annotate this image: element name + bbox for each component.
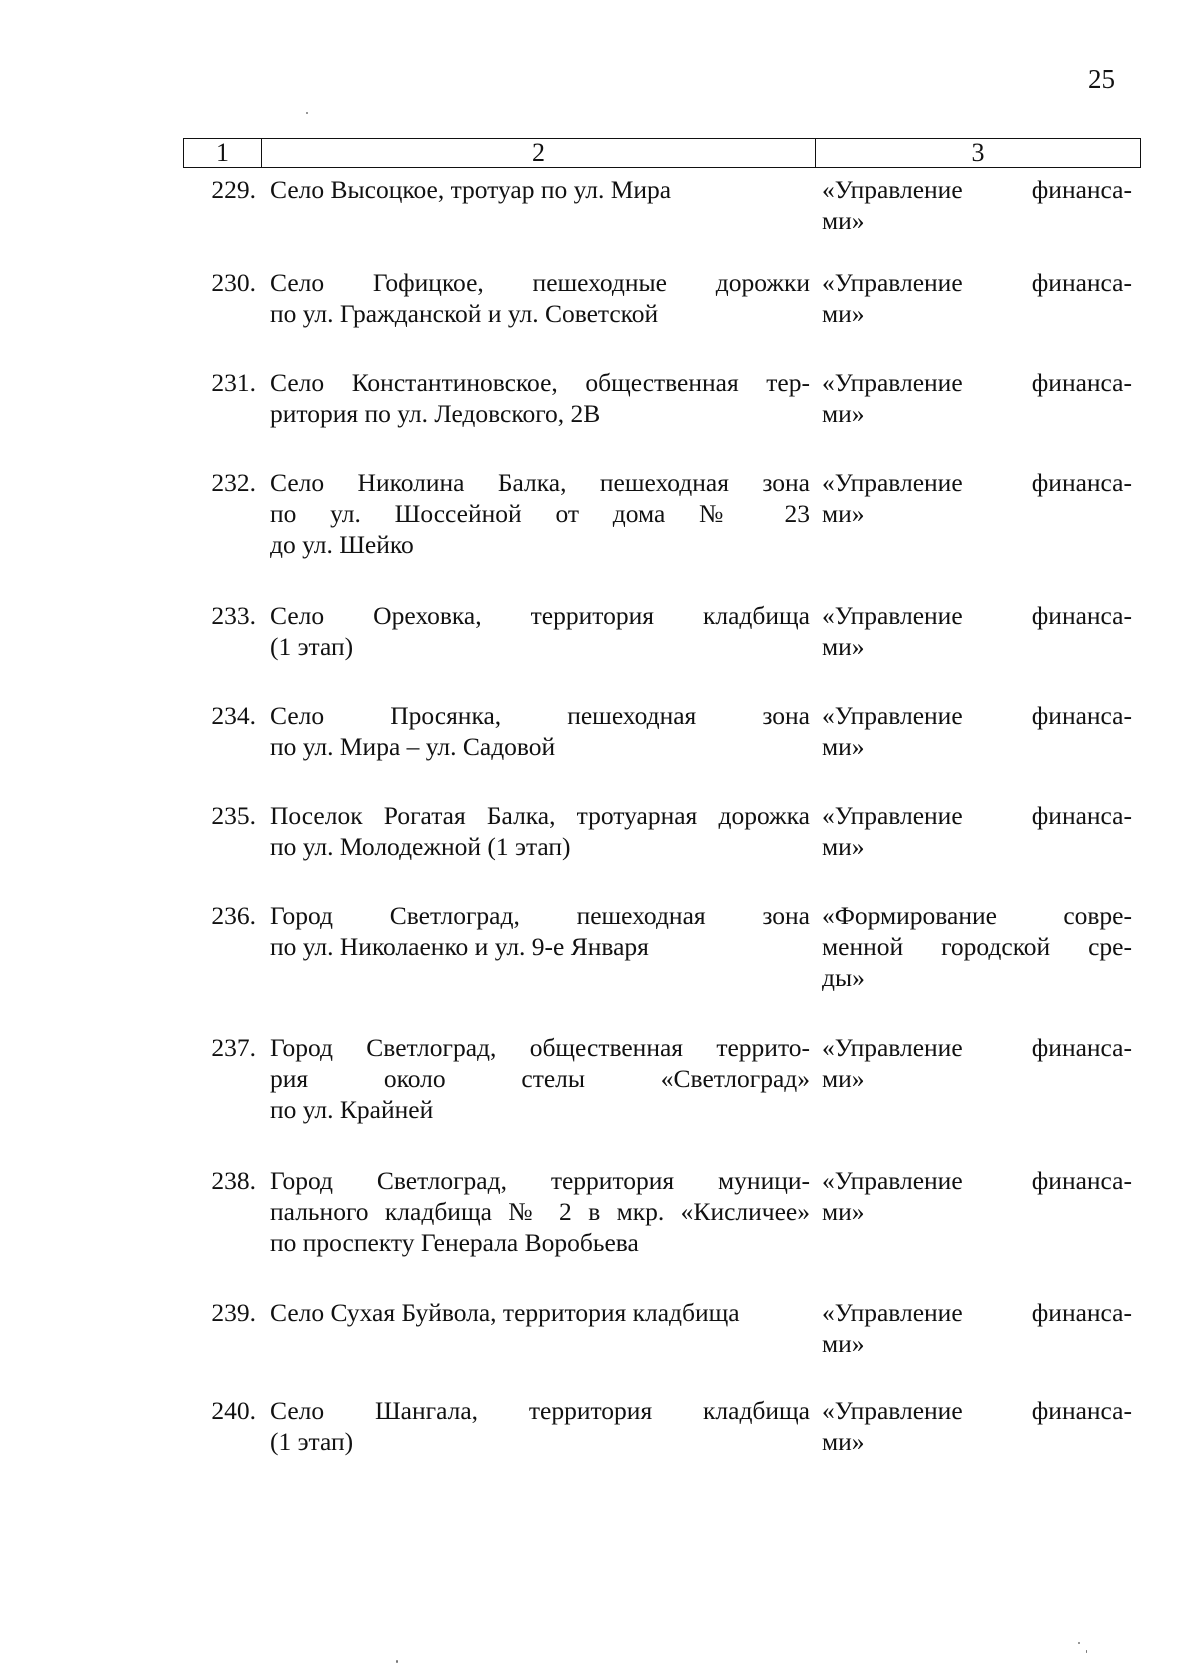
row-object-name <box>270 1297 810 1328</box>
row-program <box>822 600 1132 662</box>
row-object-name-line: Село Сухая Буйвола, территория кладбища <box>270 1298 740 1327</box>
row-program-line: «Управление финанса- <box>822 368 1132 397</box>
row-program <box>822 1032 1132 1094</box>
row-object-name <box>270 467 810 560</box>
row-object-name-line: Село Шангала, территория кладбища <box>270 1396 810 1425</box>
table-row <box>183 1165 1132 1258</box>
table-header-row <box>183 138 1141 168</box>
row-object-name-line: пального кладбища № 2 в мкр. «Кисличее» <box>270 1197 810 1226</box>
row-object-name-line: Город Светлоград, территория муници- <box>270 1166 810 1195</box>
row-object-name-line: Поселок Рогатая Балка, тротуарная дорожка <box>270 801 810 830</box>
row-number: 240. <box>211 1396 256 1425</box>
row-object-name <box>270 1395 810 1457</box>
table-row <box>183 367 1132 429</box>
row-object-name-line: (1 этап) <box>270 1427 354 1456</box>
row-program-line: ми» <box>822 632 865 661</box>
row-object-name-line: по ул. Николаенко и ул. 9-е Января <box>270 932 649 961</box>
row-object-name-line: по ул. Шоссейной от дома № 23 <box>270 499 810 528</box>
row-program-line: «Управление финанса- <box>822 601 1132 630</box>
row-program <box>822 174 1132 236</box>
row-program-line: ми» <box>822 1427 865 1456</box>
row-number: 233. <box>211 601 256 630</box>
row-program-line: «Управление финанса- <box>822 801 1132 830</box>
row-number: 234. <box>211 701 256 730</box>
row-object-name-line: Село Просянка, пешеходная зона <box>270 701 810 730</box>
table-row <box>183 267 1132 329</box>
row-object-name-line: Село Константиновское, общественная тер- <box>270 368 810 397</box>
row-object-name-line: по ул. Крайней <box>270 1095 434 1124</box>
row-object-name <box>270 1165 810 1258</box>
header-column-2: 2 <box>262 139 816 167</box>
row-program-line: ми» <box>822 732 865 761</box>
row-program-line: «Управление финанса- <box>822 1166 1132 1195</box>
row-program-line: ды» <box>822 963 865 992</box>
row-object-name-line: Село Гофицкое, пешеходные дорожки <box>270 268 810 297</box>
row-number: 230. <box>211 268 256 297</box>
row-number: 232. <box>211 468 256 497</box>
row-program-line: ми» <box>822 206 865 235</box>
row-number: 239. <box>211 1298 256 1327</box>
scan-speck <box>306 112 308 114</box>
row-object-name-line: по проспекту Генерала Воробьева <box>270 1228 639 1257</box>
row-program <box>822 900 1132 993</box>
row-program-line: ми» <box>822 499 865 528</box>
row-program <box>822 1297 1132 1359</box>
row-number: 235. <box>211 801 256 830</box>
row-program-line: «Управление финанса- <box>822 268 1132 297</box>
row-program-line: ми» <box>822 832 865 861</box>
row-object-name-line: по ул. Мира – ул. Садовой <box>270 732 556 761</box>
row-program-line: ми» <box>822 1197 865 1226</box>
header-column-3: 3 <box>971 138 985 167</box>
table-row <box>183 1297 1132 1359</box>
row-object-name <box>270 800 810 862</box>
row-program-line: менной городской сре- <box>822 932 1132 961</box>
table-row <box>183 467 1132 560</box>
row-object-name <box>270 174 810 205</box>
row-program-line: ми» <box>822 399 865 428</box>
row-number: 229. <box>211 175 256 204</box>
row-object-name-line: Село Николина Балка, пешеходная зона <box>270 468 810 497</box>
row-program-line: ми» <box>822 1329 865 1358</box>
row-object-name-line: Город Светлоград, общественная террито- <box>270 1033 810 1062</box>
row-object-name-line: ритория по ул. Ледовского, 2В <box>270 399 601 428</box>
row-program <box>822 267 1132 329</box>
row-program <box>822 1165 1132 1227</box>
row-object-name-line: Село Высоцкое, тротуар по ул. Мира <box>270 175 672 204</box>
row-object-name <box>270 367 810 429</box>
table-row <box>183 800 1132 862</box>
row-program-line: «Управление финанса- <box>822 1033 1132 1062</box>
row-program-line: «Управление финанса- <box>822 468 1132 497</box>
row-object-name-line: по ул. Молодежной (1 этап) <box>270 832 571 861</box>
row-object-name-line: рия около стелы «Светлоград» <box>270 1064 810 1093</box>
row-object-name-line: по ул. Гражданской и ул. Советской <box>270 299 659 328</box>
row-object-name <box>270 267 810 329</box>
row-program <box>822 367 1132 429</box>
row-object-name-line: до ул. Шейко <box>270 530 414 559</box>
scan-speck <box>1086 1650 1087 1653</box>
scan-speck <box>1078 1642 1080 1644</box>
table-row <box>183 174 1132 236</box>
row-program-line: «Управление финанса- <box>822 175 1132 204</box>
row-object-name <box>270 900 810 962</box>
row-number: 236. <box>211 901 256 930</box>
row-number: 238. <box>211 1166 256 1195</box>
row-program-line: «Управление финанса- <box>822 1298 1132 1327</box>
row-object-name <box>270 1032 810 1125</box>
row-object-name-line: Село Ореховка, территория кладбища <box>270 601 810 630</box>
table-row <box>183 1032 1132 1125</box>
header-column-1: 1 <box>184 139 262 167</box>
row-program <box>822 800 1132 862</box>
row-object-name-line: (1 этап) <box>270 632 354 661</box>
table-row <box>183 600 1132 662</box>
scan-speck <box>396 1660 398 1663</box>
row-object-name-line: Город Светлоград, пешеходная зона <box>270 901 810 930</box>
table-row <box>183 900 1132 993</box>
row-program <box>822 467 1132 529</box>
table-row <box>183 1395 1132 1457</box>
row-number: 231. <box>211 368 256 397</box>
row-program-line: ми» <box>822 1064 865 1093</box>
row-program-line: «Формирование совре- <box>822 901 1132 930</box>
row-object-name <box>270 600 810 662</box>
row-program-line: «Управление финанса- <box>822 1396 1132 1425</box>
row-program <box>822 1395 1132 1457</box>
page-number: 25 <box>1088 64 1115 94</box>
row-program-line: «Управление финанса- <box>822 701 1132 730</box>
row-program <box>822 700 1132 762</box>
row-number: 237. <box>211 1033 256 1062</box>
row-program-line: ми» <box>822 299 865 328</box>
row-object-name <box>270 700 810 762</box>
table-row <box>183 700 1132 762</box>
